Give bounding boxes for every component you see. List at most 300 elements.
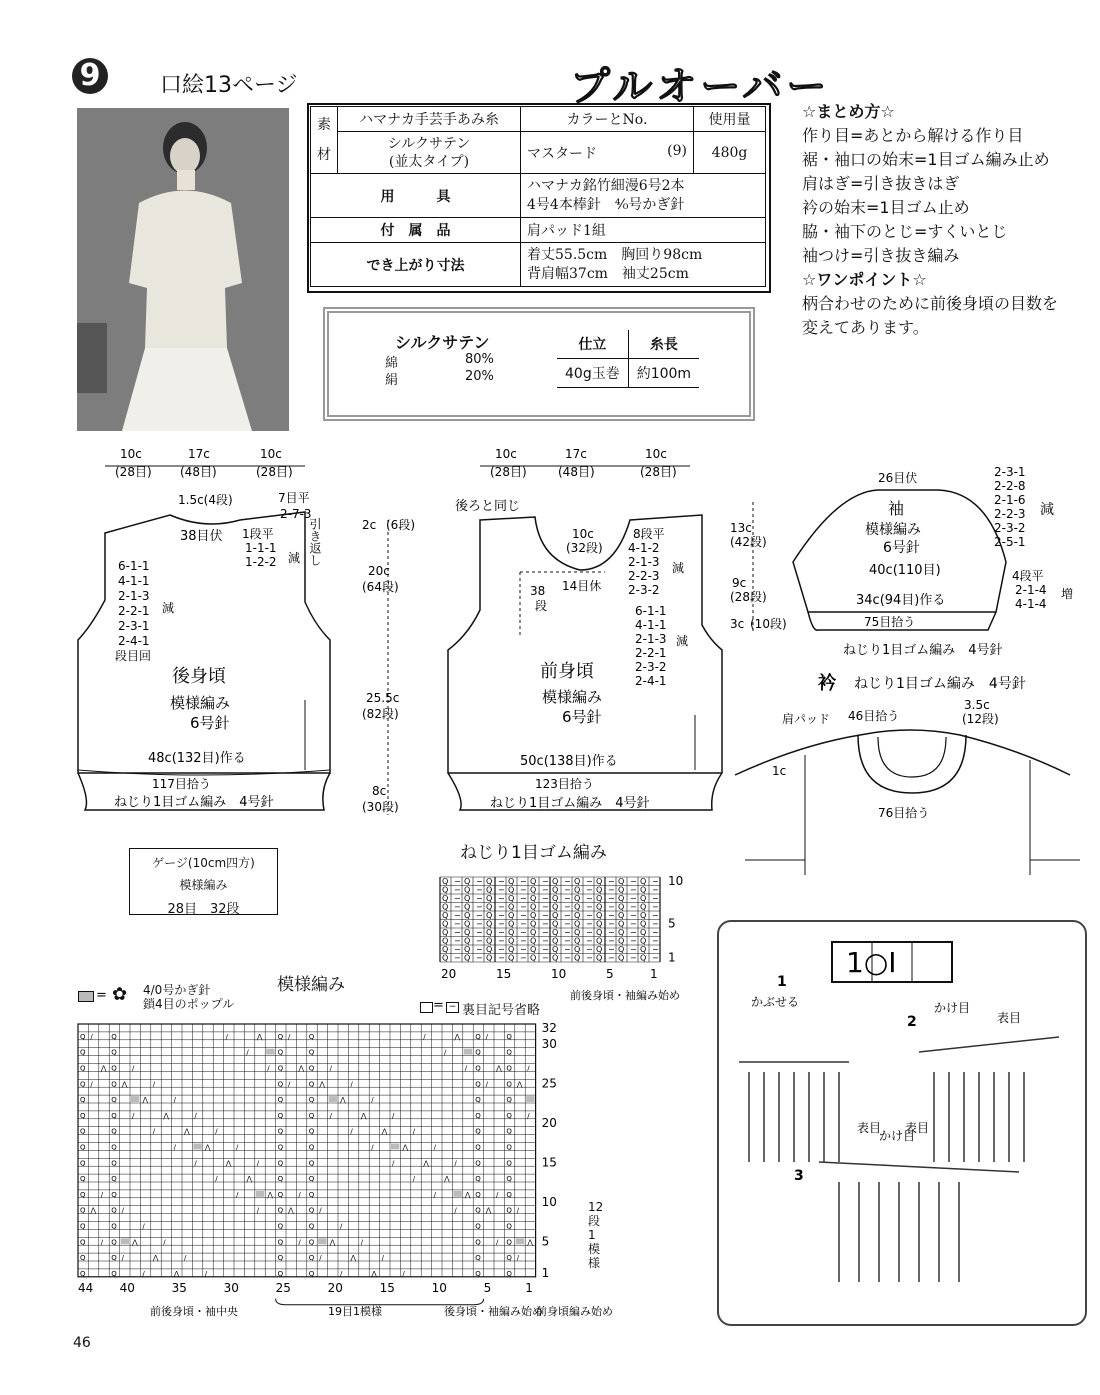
twisted-knit-symbol: Q [508,894,515,903]
label-repeat: 19目1模様 [328,1304,382,1318]
color-header: カラーとNo. [521,107,694,132]
pattern-symbol: Q [111,1127,117,1136]
pattern-symbol: Q [111,1206,117,1215]
back-h2-rows: (64段) [362,580,399,594]
step2-yo-label: かけ目 [934,1001,971,1015]
pattern-y-tick: 25 [541,1076,557,1091]
pattern-symbol: / [142,1222,145,1231]
front-neck4: 2-2-3 [628,569,660,583]
front-rib: ねじり1目ゴム編み 4号針 [490,796,650,811]
twisted-knit-symbol: Q [530,894,537,903]
twisted-knit-symbol: Q [464,911,471,920]
twisted-knit-symbol: Q [530,953,537,963]
pattern-symbol: Q [475,1254,481,1263]
method-line: 作り目=あとから解ける作り目 [802,126,1024,145]
twisted-knit-symbol: Q [464,919,471,929]
purl-symbol: − [454,902,461,912]
pattern-y-tick: 5 [541,1234,550,1249]
rib-x-tick: 1 [650,967,658,981]
pattern-symbol: Q [111,1032,117,1041]
pattern-symbol: Q [80,1254,86,1263]
front-cast: 50c(138目)作る [520,754,618,769]
pattern-symbol: / [215,1175,218,1184]
pattern-symbol: / [298,1190,301,1199]
pattern-x-tick: 35 [171,1280,187,1295]
popcorn-cell [464,1049,472,1055]
pattern-symbol: ⋀ [132,1238,138,1247]
pattern-symbol: Q [308,1222,315,1231]
pattern-symbol: / [454,1206,457,1215]
back-arm3: 2-1-3 [118,589,150,603]
purl-symbol: − [542,885,549,895]
twisted-knit-symbol: Q [618,877,625,886]
twisted-knit-symbol: Q [530,877,537,886]
purl-symbol: − [630,928,637,937]
popcorn-legend-swatch [78,991,94,1002]
twisted-knit-symbol: Q [530,902,537,912]
front-arm3: 2-1-3 [635,632,667,646]
pattern-symbol: Q [506,1096,512,1105]
twisted-knit-symbol: Q [640,936,647,946]
pattern-symbol: ⋀ [444,1175,450,1184]
purl-legend: 裏目記号省略 [462,1003,541,1018]
popcorn-cell [329,1096,337,1102]
purl-symbol: − [630,936,637,946]
purl-symbol: − [608,911,615,920]
front-neck2: 4-1-2 [628,541,660,555]
back-shoulder2: 2-7-3 [280,507,312,521]
purl-symbol: − [476,928,483,937]
pattern-symbol: Q [506,1190,512,1199]
twisted-knit-symbol: Q [618,902,625,912]
twisted-knit-symbol: Q [552,953,559,963]
purl-symbol: − [564,919,571,929]
twisted-knit-symbol: Q [442,894,449,903]
pattern-y-tick: 10 [541,1194,557,1209]
pattern-symbol: Q [277,1254,284,1263]
pattern-symbol: ⋀ [90,1206,97,1215]
sleeve-pick: 75目拾う [864,615,916,629]
purl-symbol: − [564,936,571,946]
twisted-knit-symbol: Q [486,902,493,912]
purl-symbol: − [608,902,615,912]
pattern-symbol: / [288,1080,291,1089]
pattern-symbol: Q [308,1206,315,1215]
pattern-symbol: / [121,1206,124,1215]
pattern-symbol: Q [506,1206,512,1215]
pattern-symbol: / [184,1254,187,1263]
pattern-symbol: / [329,1111,332,1120]
twisted-knit-symbol: Q [596,877,603,886]
rib-x-tick: 5 [606,967,614,981]
length-value: 約100m [628,359,699,388]
back-w2-st: (48目) [180,465,217,479]
twisted-knit-symbol: Q [574,902,581,912]
sleeve-rib: ねじり1目ゴム編み 4号針 [843,643,1003,658]
tools-line2: 4号4本棒針 ⁴⁄₀号かぎ針 [527,196,685,213]
purl-symbol: − [652,945,659,954]
front-w2-st: (48目) [558,465,595,479]
purl-symbol: − [586,945,593,954]
pattern-x-tick: 44 [78,1280,94,1295]
pattern-symbol: Q [111,1269,117,1278]
pattern-symbol: / [516,1206,520,1215]
pattern-symbol: / [527,1111,530,1120]
purl-symbol: − [652,894,659,903]
pattern-symbol: Q [506,1127,512,1136]
pattern-symbol: Q [80,1080,86,1089]
pattern-symbol: / [485,1032,488,1041]
back-neck-dec1: 1段平 [242,527,274,541]
pattern-symbol: Q [475,1127,481,1136]
method-heading: ☆まとめ方☆ [802,102,895,121]
twisted-knit-symbol: Q [486,936,493,946]
twisted-knit-symbol: Q [596,953,603,963]
pattern-symbol: Q [277,1064,284,1073]
pattern-symbol: ⋀ [350,1254,357,1263]
back-neck-dec2: 1-1-1 [245,541,277,555]
pattern-symbol: Q [80,1127,86,1136]
sleeve-top-bindoff: 26目伏 [878,471,918,485]
back-shoulder: 7目平 [278,491,310,505]
pattern-x-tick: 10 [431,1280,447,1295]
twisted-knit-symbol: Q [640,919,647,929]
technique-symbol: 1○I [846,946,897,979]
pattern-symbol: / [454,1159,457,1168]
front-w3-st: (28目) [640,465,677,479]
purl-symbol: − [586,919,593,929]
pattern-symbol: Q [475,1222,481,1231]
sleeve-h3: 3c [730,617,745,631]
twisted-knit-symbol: Q [442,945,449,954]
put-value: 40g玉巻 [557,359,628,388]
sleeve-h2-rows: (28段) [730,590,767,604]
yarn-name: シルクサテン [387,135,471,152]
twisted-knit-symbol: Q [618,936,625,946]
purl-symbol: − [586,936,593,946]
twisted-knit-symbol: Q [530,911,537,920]
back-h1: 2c [362,518,377,532]
sleeve-dec2: 2-2-8 [994,479,1026,493]
purl-symbol: − [520,953,527,963]
pattern-symbol: ⋀ [381,1127,388,1136]
rib-chart [430,872,710,1004]
sleeve-stitch: 模様編み [865,522,921,538]
rib-x-tick: 10 [551,967,567,981]
popcorn-legend-equals: = [96,988,107,1003]
purl-symbol: − [542,919,549,929]
purl-symbol: − [542,928,549,937]
purl-symbol: − [520,928,527,937]
twisted-knit-symbol: Q [640,945,647,954]
pattern-symbol: / [392,1111,395,1120]
pattern-symbol: Q [111,1064,117,1073]
purl-symbol: − [630,919,637,929]
purl-symbol: − [608,919,615,929]
twisted-knit-symbol: Q [508,928,515,937]
back-h3: 25.5c [366,691,400,705]
pattern-symbol: Q [277,1048,284,1057]
purl-symbol: − [498,902,505,912]
front-arm5: 2-3-2 [635,660,667,674]
purl-symbol: − [586,877,593,886]
back-w2: 17c [188,447,210,461]
pattern-symbol: Q [277,1159,284,1168]
purl-symbol: − [564,885,571,895]
pattern-symbol: / [132,1111,135,1120]
purl-symbol: − [476,953,483,963]
pattern-chart-title: 模様編み [277,975,345,995]
pattern-symbol: / [152,1127,156,1136]
rib-x-tick: 20 [441,967,457,981]
popcorn-cell [391,1144,399,1150]
popcorn-symbol-icon: ✿ [112,984,128,1005]
step2-knit-label: 表目 [997,1011,1022,1025]
front-w3: 10c [645,447,667,461]
pattern-symbol: / [371,1096,374,1105]
twisted-knit-symbol: Q [574,911,581,920]
front-body-diagram [440,440,730,820]
blank-symbol-icon [420,1002,433,1013]
pattern-symbol: / [298,1238,301,1247]
pattern-x-tick: 20 [327,1280,343,1295]
purl-symbol: − [520,945,527,954]
pattern-symbol: ⋀ [163,1111,169,1120]
pattern-symbol: Q [506,1048,512,1057]
materials-label: 素材 [311,107,338,174]
twisted-knit-symbol: Q [552,902,559,912]
twisted-knit-symbol: Q [442,885,449,895]
popcorn-cell [318,1238,326,1244]
brand-header: ハマナカ手芸手あみ糸 [338,107,521,132]
pattern-x-tick: 30 [223,1280,239,1295]
pattern-symbol: Q [80,1159,86,1168]
page-reference: 口絵13ページ [160,73,298,98]
length-header: 糸長 [628,330,699,359]
pattern-symbol: Q [475,1269,481,1278]
back-w1-st: (28目) [115,465,152,479]
step1-number: 1 [777,974,787,990]
pattern-symbol: Q [111,1175,117,1184]
pattern-symbol: / [215,1127,218,1136]
pattern-symbol: Q [506,1175,512,1184]
twisted-knit-symbol: Q [486,877,493,886]
twisted-knit-symbol: Q [596,919,603,929]
purl-symbol: − [454,953,461,963]
tools-line1: ハマナカ銘竹細漫6号2本 [527,177,685,194]
front-neck1: 8段平 [633,527,665,541]
pattern-symbol: Q [475,1190,481,1199]
pattern-symbol: / [350,1127,353,1136]
twisted-knit-symbol: Q [552,936,559,946]
pattern-symbol: Q [308,1175,315,1184]
purl-symbol: − [630,885,637,895]
twisted-knit-symbol: Q [552,885,559,895]
purl-symbol: − [542,902,549,912]
back-neck-dec-label: 減 [288,551,301,565]
rib-y-tick: 5 [668,916,676,931]
materials-table [310,106,766,287]
pattern-symbol: Q [277,1238,284,1247]
front-w2: 17c [565,447,587,461]
popcorn-cell [131,1096,139,1102]
purl-symbol: − [520,877,527,886]
pattern-symbol: Q [111,1111,117,1120]
sleeve-diagram [728,462,1088,662]
purl-symbol: − [476,877,483,886]
rib-y-tick: 10 [668,874,684,888]
sleeve-inc2: 2-1-4 [1015,583,1047,597]
pattern-symbol: / [90,1080,93,1089]
pattern-symbol: / [256,1159,260,1168]
purl-symbol: − [564,902,571,912]
sleeve-name: 袖 [888,499,905,518]
purl-symbol: − [454,877,461,886]
twisted-knit-symbol: Q [618,945,625,954]
pattern-symbol: / [319,1206,322,1215]
pattern-symbol: Q [277,1032,284,1041]
step2-number: 2 [907,1014,917,1030]
front-neck5: 2-3-2 [628,583,660,597]
twisted-knit-symbol: Q [508,953,515,963]
sleeve-cast: 34c(94目)作る [856,593,946,608]
pad-width: 1c [772,764,787,778]
back-h3-rows: (82段) [362,707,399,721]
pattern-symbol: Q [308,1111,315,1120]
pattern-symbol: ⋀ [454,1032,461,1041]
twisted-knit-symbol: Q [596,928,603,937]
purl-symbol: − [520,894,527,903]
back-arm5: 2-3-1 [118,619,150,633]
sleeve-dec4: 2-2-3 [994,507,1026,521]
twisted-knit-symbol: Q [618,919,625,929]
fiber2-name: 絹 [385,373,399,388]
purl-symbol: − [630,911,637,920]
sleeve-dec1: 2-3-1 [994,465,1026,479]
pattern-symbol: Q [308,1080,315,1089]
fiber1-percent: 80% [465,352,494,367]
label-front-start: 前身頃編み始め [536,1304,613,1318]
step3-yo-label: かけ目 [879,1129,916,1143]
method-line: 脇・袖下のとじ=すくいとじ [802,222,1008,241]
pattern-symbol: Q [277,1096,284,1105]
popcorn-cell [526,1096,534,1102]
purl-symbol: − [498,894,505,903]
back-shoulder3: 引き返し [308,518,322,566]
pattern-symbol: Q [506,1032,512,1041]
purl-symbol: − [476,911,483,920]
pattern-symbol: / [236,1190,239,1199]
step3-knit-label: 表目 [857,1121,882,1135]
pattern-symbol: Q [111,1080,117,1089]
pattern-symbol: Q [506,1111,512,1120]
back-cast: 48c(132目)作る [148,751,246,766]
pattern-symbol: / [423,1032,426,1041]
twisted-knit-symbol: Q [574,945,581,954]
twisted-knit-symbol: Q [618,894,625,903]
back-h4: 8c [372,784,387,798]
purl-symbol: − [586,911,593,920]
pattern-symbol: / [496,1190,499,1199]
twisted-knit-symbol: Q [508,885,515,895]
front-name: 前身頃 [540,661,594,682]
pattern-symbol: Q [80,1064,86,1073]
back-name: 後身頃 [172,666,226,687]
purl-symbol: − [498,919,505,929]
sleeve-inc-label: 増 [1061,587,1074,601]
pattern-symbol: / [444,1048,447,1057]
purl-symbol: − [542,953,549,963]
purl-symbol: − [498,877,505,886]
color-name: マスタード [527,145,597,162]
twisted-knit-symbol: Q [530,936,537,946]
front-same-as-back: 後ろと同じ [455,499,521,514]
pattern-symbol: Q [277,1111,284,1120]
twisted-knit-symbol: Q [486,953,493,963]
accessories-label: 付 属 品 [311,218,521,243]
collar-pick-bottom: 76目拾う [878,806,930,820]
pattern-symbol: Q [308,1269,315,1278]
pattern-symbol: ⋀ [485,1206,492,1215]
pattern-symbol: / [100,1190,104,1199]
purl-symbol: − [608,953,615,963]
popcorn-cell [121,1238,129,1244]
pattern-symbol: Q [475,1080,481,1089]
pattern-symbol: Q [475,1048,481,1057]
purl-symbol: − [608,945,615,954]
page-title: プルオーバー [570,64,831,110]
back-w3: 10c [260,447,282,461]
purl-symbol: − [564,911,571,920]
twisted-knit-symbol: Q [596,936,603,946]
purl-symbol: − [586,928,593,937]
pattern-symbol: Q [111,1096,117,1105]
purl-symbol: − [542,894,549,903]
purl-symbol: − [520,936,527,946]
pattern-symbol: Q [80,1206,86,1215]
pattern-symbol: Q [475,1096,481,1105]
pattern-symbol: Q [80,1222,86,1231]
twisted-knit-symbol: Q [574,885,581,895]
gauge-value: 28目 32段 [167,902,240,917]
purl-symbol: − [498,928,505,937]
pattern-symbol: / [371,1143,374,1152]
twisted-knit-symbol: Q [442,902,449,912]
pattern-symbol: / [90,1032,93,1041]
front-arm4: 2-2-1 [635,646,667,660]
purl-symbol: − [520,902,527,912]
front-arm1: 6-1-1 [635,604,667,618]
front-side-rows: 38 [530,584,546,598]
method-line: 衿の始末=1目ゴム止め [802,198,970,217]
pattern-symbol: Q [475,1206,481,1215]
pattern-symbol: Q [475,1032,481,1041]
one-point-line: 変えてあります。 [802,318,929,337]
pattern-symbol: ⋀ [319,1080,325,1089]
twisted-knit-symbol: Q [596,885,603,895]
pattern-symbol: Q [506,1159,512,1168]
pattern-symbol: Q [308,1159,315,1168]
sleeve-h2: 9c [732,576,747,590]
twisted-knit-symbol: Q [574,928,581,937]
pattern-symbol: / [132,1064,135,1073]
twisted-knit-symbol: Q [442,936,449,946]
purl-symbol: − [608,885,615,895]
page-number: 46 [73,1335,91,1351]
pattern-symbol: / [173,1096,176,1105]
pattern-symbol: / [142,1269,145,1278]
pattern-symbol: Q [111,1222,117,1231]
